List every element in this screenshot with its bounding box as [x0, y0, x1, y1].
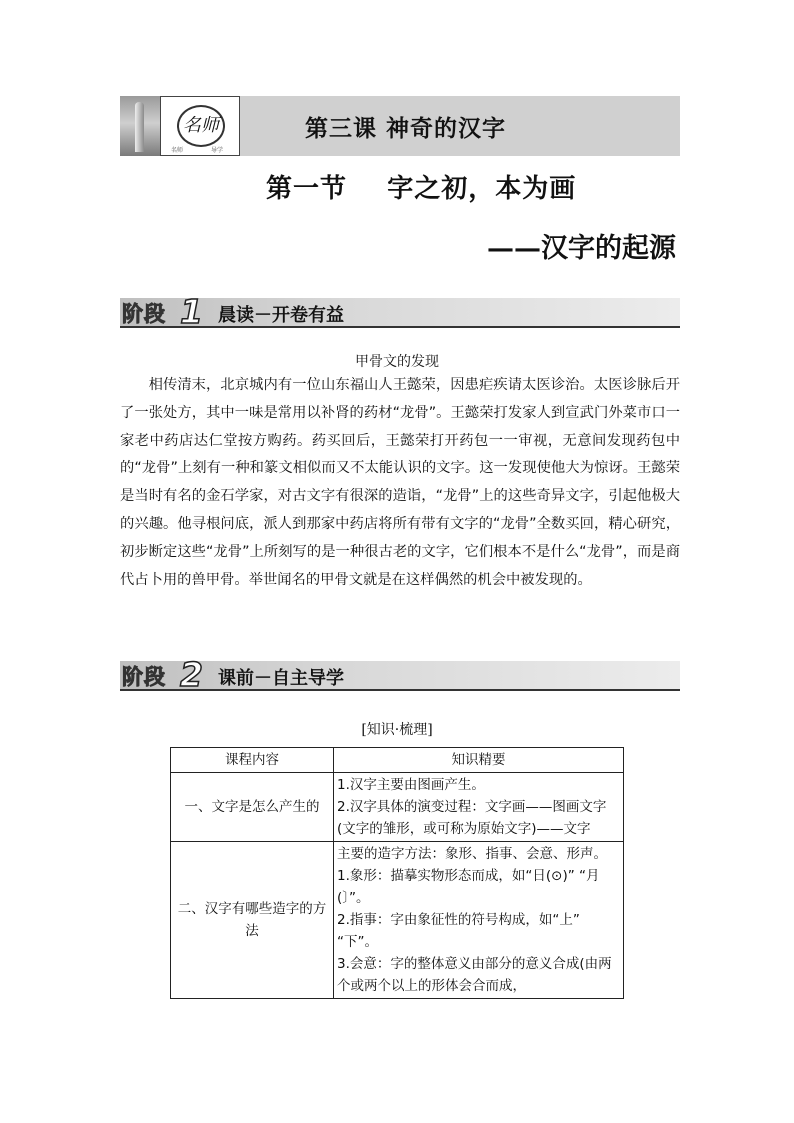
- stage-1-word: 阶段: [122, 302, 166, 326]
- logo-glyph: 名师: [183, 115, 219, 136]
- header-summary: 知识精要: [334, 748, 624, 773]
- passage-title: 甲骨文的发现: [355, 354, 439, 370]
- header-topic: 课程内容: [171, 748, 334, 773]
- logo-small-left: 名师: [171, 147, 184, 154]
- table-row: [171, 842, 624, 999]
- lesson-title: 第三课 神奇的汉字: [305, 115, 507, 142]
- row-2-line-3: 2.指事：字由象征性的符号构成，如“上” “下”。: [337, 912, 580, 950]
- knowledge-caption: [知识·梳理]: [361, 722, 433, 738]
- publisher-logo: [160, 96, 240, 156]
- row-1-topic: 一、文字是怎么产生的: [171, 773, 334, 842]
- passage-body: 相传清末，北京城内有一位山东福山人王懿荣，因患疟疾请太医诊治。太医诊脉后开了一张处方，其中一味是常用以补肾的药材“龙骨”。王懿荣打发家人到宣武门外菜市口一家老中药店达仁堂按方购药。药买回后，王懿荣打开药包一一审视，无意间发现药包中的“龙骨”上刻有一种和篆文相似而又不太能认识的文字。这一发现使他大为惊讶。王懿荣是当时有名的金石学家，对古文字有很深的造诣，“龙骨”上的这些奇异文字，引起他极大的兴趣。他寻根问底，派人到那家中药店将所有带有文字的“龙骨”全数买回，精心研究，初步断定这些“龙骨”上所刻写的是一种很古老的文字，它们根本不是什么“龙骨”，而是商代占卜用的兽甲骨。举世闻名的甲骨文就是在这样偶然的机会中被发现的。: [120, 377, 680, 588]
- stage-1-background: [120, 298, 680, 326]
- table-row: [171, 773, 624, 842]
- logo-small-right: 导学: [211, 147, 224, 154]
- stage-2-number: 2: [180, 655, 203, 694]
- stage-2-word: 阶段: [122, 665, 166, 689]
- row-1-summary: [334, 773, 624, 842]
- row-1-line-2: 2.汉字具体的演变过程：文字画——图画文字(文字的雏形，或可称为原始文字)——文字: [337, 799, 607, 837]
- row-1-line-1: 1.汉字主要由图画产生。: [337, 777, 485, 793]
- rocket-icon: [135, 102, 144, 152]
- section-title: 第一节 字之初，本为画: [266, 174, 577, 204]
- stage-2-background: [120, 661, 680, 689]
- stage-1-number: 1: [180, 292, 203, 331]
- row-2-topic: 二、汉字有哪些造字的方法: [171, 842, 334, 999]
- row-2-summary: [334, 842, 624, 999]
- stage-2-header: [120, 655, 680, 694]
- row-2-line-4: 3.会意：字的整体意义由部分的意义合成(由两个或两个以上的形体会合而成，: [337, 956, 612, 994]
- stage-1-label: 晨读－开卷有益: [218, 305, 344, 326]
- table-header-row: [171, 748, 624, 773]
- section-subtitle: ——汉字的起源: [487, 233, 676, 264]
- lesson-banner: [120, 96, 680, 156]
- stage-1-header: [120, 292, 680, 331]
- rocket-photo: [120, 96, 161, 156]
- row-2-line-1: 主要的造字方法：象形、指事、会意、形声。: [337, 846, 607, 862]
- row-2-line-2: 1.象形：描摹实物形态而成，如“日(⊙)” “月(〕”。: [337, 868, 600, 906]
- stage-2-label: 课前－自主导学: [218, 668, 344, 689]
- knowledge-table: [170, 747, 624, 999]
